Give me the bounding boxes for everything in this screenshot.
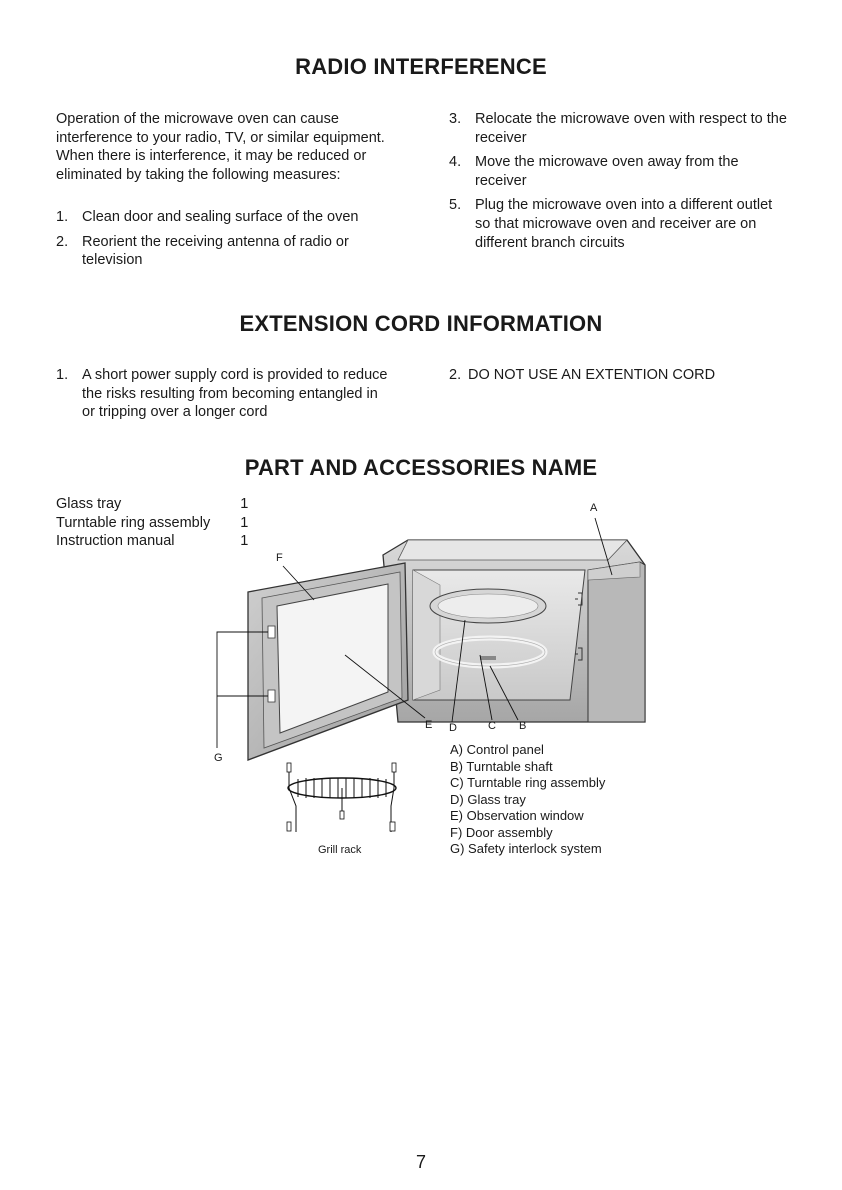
extension-cord-title: EXTENSION CORD INFORMATION <box>239 311 603 336</box>
list-item: 4. Move the microwave oven away from the receiver <box>449 154 739 189</box>
grill-rack-illustration <box>287 763 396 832</box>
radio-interference-title: RADIO INTERFERENCE <box>295 54 547 79</box>
callout-d: D <box>449 722 457 734</box>
callout-e: E <box>425 719 433 731</box>
list-item: 2. DO NOT USE AN EXTENTION CORD <box>449 367 716 383</box>
callout-g: G <box>214 752 223 764</box>
oven-body <box>383 540 645 722</box>
list-item: 1. Clean door and sealing surface of the oven <box>56 209 359 225</box>
table-row: Turntable ring assembly 1 <box>56 514 249 531</box>
radio-intro-text: Operation of the microwave oven can cause interference to your radio, TV, or similar equipment. When there is interference, it may be reduced or eliminated by taking the following measures: <box>56 111 385 183</box>
callout-f: F <box>276 552 283 564</box>
parts-legend <box>450 742 605 858</box>
list-item: B) Turntable shaft <box>450 758 553 774</box>
list-item: 5. Plug the microwave oven into a different outlet so that microwave oven and receiver are on different branch circuits <box>449 197 773 251</box>
table-row: Instruction manual 1 <box>56 533 249 549</box>
callout-b: B <box>519 720 527 732</box>
list-item: 2. Reorient the receiving antenna of radio or television <box>56 233 349 269</box>
list-item: 1. A short power supply cord is provided to reduce the risks resulting from becoming entangled in or tripping over a longer cord <box>56 367 388 421</box>
list-item: F) Door assembly <box>450 824 553 840</box>
callout-c: C <box>488 720 496 732</box>
list-item: A) Control panel <box>450 742 544 757</box>
list-item: C) Turntable ring assembly <box>450 775 606 790</box>
grill-rack-caption: Grill rack <box>318 844 362 856</box>
list-item: G) Safety interlock system <box>450 841 602 856</box>
table-row: Glass tray 1 <box>56 496 249 512</box>
list-item: E) Observation window <box>450 808 584 823</box>
list-item: D) Glass tray <box>450 791 526 807</box>
door-assembly <box>248 563 408 760</box>
callout-a: A <box>590 502 598 514</box>
page-number: 7 <box>415 1152 426 1172</box>
list-item: 3. Relocate the microwave oven with respect to the receiver <box>449 111 787 146</box>
parts-accessories-title: PART AND ACCESSORIES NAME <box>244 455 598 480</box>
